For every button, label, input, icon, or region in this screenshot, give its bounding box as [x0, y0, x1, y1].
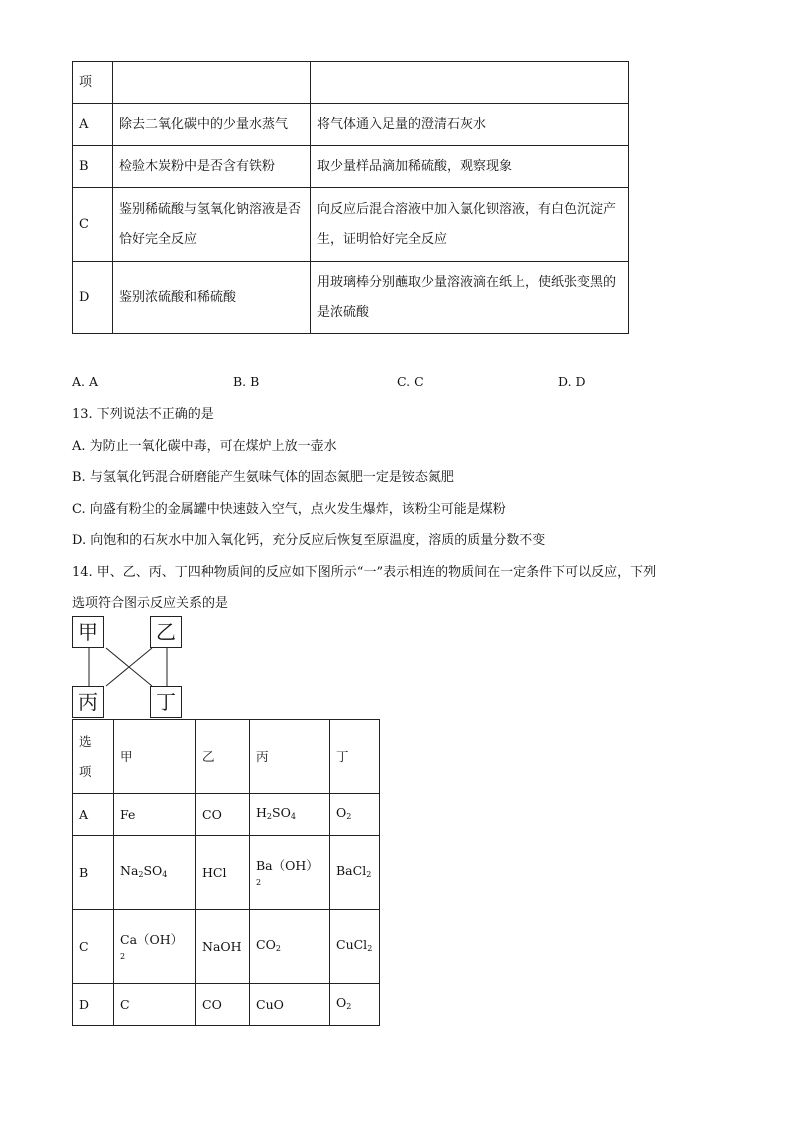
cell-yi: CO — [196, 794, 250, 836]
cell-yi: CO — [196, 984, 250, 1026]
cell-jia: C — [114, 984, 196, 1026]
cell-ding: $O_2$ — [330, 984, 380, 1026]
row-label: C — [73, 188, 113, 262]
q12-option-b: B. B — [233, 374, 260, 389]
cell-ding: $O_2$ — [330, 794, 380, 836]
row-label: 项 — [73, 62, 113, 104]
q12-option-d: D. D — [558, 374, 586, 389]
table-header-row — [73, 720, 380, 794]
table-row — [73, 104, 629, 146]
cell: 检验木炭粉中是否含有铁粉 — [113, 146, 311, 188]
cell: 取少量样品滴加稀硫酸，观察现象 — [311, 146, 629, 188]
cell-jia: Ca（OH） 2 — [114, 910, 196, 984]
cell — [311, 62, 629, 104]
row-label: B — [73, 146, 113, 188]
q14-stem-line1: 14. 甲、乙、丙、丁四种物质间的反应如下图所示“一”表示相连的物质间在一定条件下可以反应，下列 — [72, 565, 657, 580]
cell: 将气体通入足量的澄清石灰水 — [311, 104, 629, 146]
header-jia: 甲 — [114, 720, 196, 794]
cell-bing: Ba（OH） 2 — [250, 836, 330, 910]
cell — [113, 62, 311, 104]
q14-stem-line2: 选项符合图示反应关系的是 — [72, 596, 229, 611]
q12-option-c: C. C — [397, 374, 424, 389]
table-row — [73, 836, 380, 910]
cell-ding: CuCl$_2$ — [330, 910, 380, 984]
diagram-box-bing: 丙 — [72, 686, 104, 718]
table-row — [73, 62, 629, 104]
cell-yi: NaOH — [196, 910, 250, 984]
diagram-box-yi: 乙 — [150, 616, 182, 648]
q13-option-d: D. 向饱和的石灰水中加入氧化钙，充分反应后恢复至原温度，溶质的质量分数不变 — [72, 533, 546, 548]
table-row — [73, 794, 380, 836]
row-label: D — [73, 262, 113, 334]
cell-jia: $Na_2SO_4$ — [114, 836, 196, 910]
cell: 向反应后混合溶液中加入氯化钡溶液，有白色沉淀产生，证明恰好完全反应 — [311, 188, 629, 262]
row-label: C — [73, 910, 114, 984]
cell-bing: $CO_2$ — [250, 910, 330, 984]
cell-ding: BaCl$_2$ — [330, 836, 380, 910]
cell: 用玻璃棒分别蘸取少量溶液滴在纸上，使纸张变黑的是浓硫酸 — [311, 262, 629, 334]
row-label: A — [73, 794, 114, 836]
row-label: A — [73, 104, 113, 146]
diagram-box-ding: 丁 — [150, 686, 182, 718]
cell-bing: CuO — [250, 984, 330, 1026]
table-row — [73, 262, 629, 334]
header-option: 选 项 — [73, 720, 114, 794]
diagram-box-jia: 甲 — [72, 616, 104, 648]
q12-option-a: A. A — [72, 374, 99, 389]
cell-bing: $H_2SO_4$ — [250, 794, 330, 836]
q13-option-b: B. 与氢氧化钙混合研磨能产生氨味气体的固态氮肥一定是铵态氮肥 — [72, 470, 454, 485]
q13-stem: 13. 下列说法不正确的是 — [72, 407, 214, 422]
cell-yi: HCl — [196, 836, 250, 910]
cell: 鉴别稀硫酸与氢氧化钠溶液是否恰好完全反应 — [113, 188, 311, 262]
cell-jia: Fe — [114, 794, 196, 836]
row-label: D — [73, 984, 114, 1026]
header-ding: 丁 — [330, 720, 380, 794]
table-row — [73, 984, 380, 1026]
header-bing: 丙 — [250, 720, 330, 794]
q13-option-c: C. 向盛有粉尘的金属罐中快速鼓入空气，点火发生爆炸，该粉尘可能是煤粉 — [72, 502, 506, 517]
table-row — [73, 188, 629, 262]
header-yi: 乙 — [196, 720, 250, 794]
table-row — [73, 910, 380, 984]
q13-option-a: A. 为防止一氧化碳中毒，可在煤炉上放一壶水 — [72, 439, 337, 454]
row-label: B — [73, 836, 114, 910]
q12-table — [72, 61, 629, 334]
table-row — [73, 146, 629, 188]
q14-table — [72, 719, 380, 1026]
cell: 除去二氧化碳中的少量水蒸气 — [113, 104, 311, 146]
cell: 鉴别浓硫酸和稀硫酸 — [113, 262, 311, 334]
